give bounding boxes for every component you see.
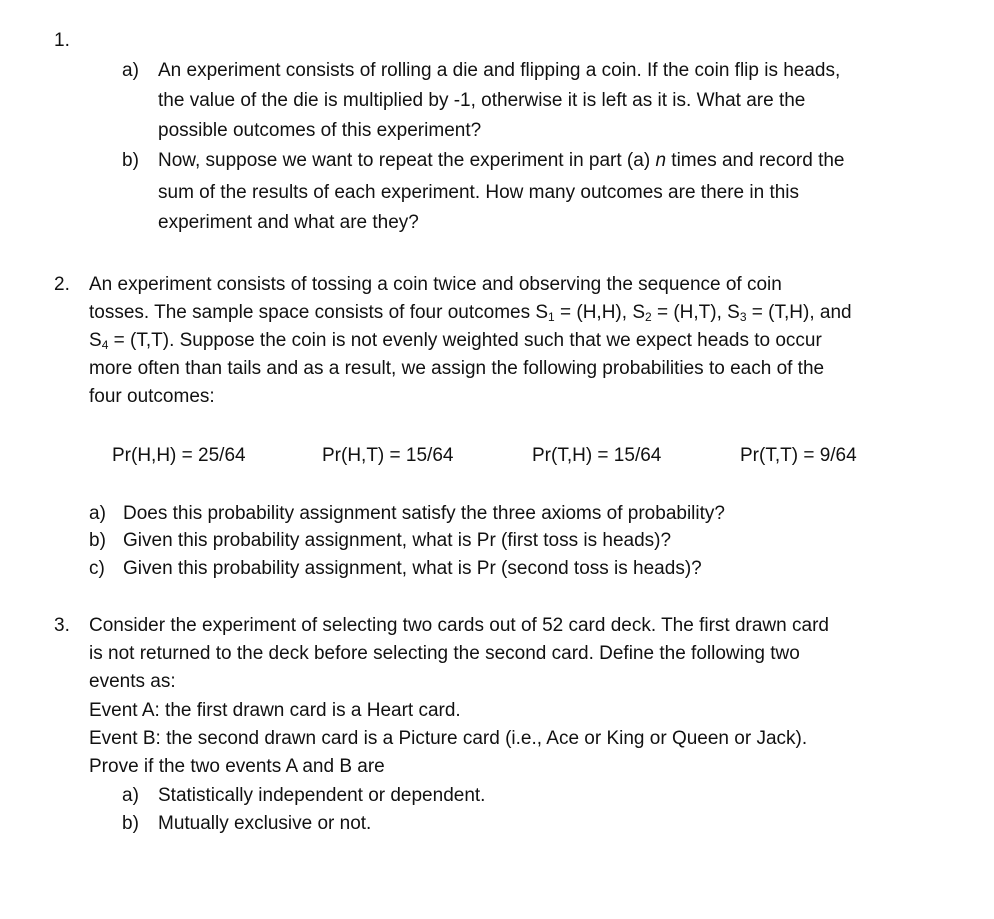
q2c-label: c) xyxy=(89,558,105,579)
q2c-text: Given this probability assignment, what is Pr (second toss is heads)? xyxy=(123,558,702,579)
q1a-line-2: the value of the die is multiplied by -1, otherwise it is left as it is. What are the xyxy=(158,90,806,111)
q2a-label: a) xyxy=(89,503,106,524)
q3-line-4: Event A: the first drawn card is a Heart card. xyxy=(89,700,461,721)
q3-line-2: is not returned to the deck before selecting the second card. Define the following two xyxy=(89,643,800,664)
q3-line-1: Consider the experiment of selecting two cards out of 52 card deck. The first drawn card xyxy=(89,615,829,636)
q2b-text: Given this probability assignment, what is Pr (first toss is heads)? xyxy=(123,530,672,551)
q3b-label: b) xyxy=(122,813,139,834)
q1a-line-3: possible outcomes of this experiment? xyxy=(158,120,482,141)
q2b-label: b) xyxy=(89,530,106,551)
q3b-text: Mutually exclusive or not. xyxy=(158,813,372,834)
q3-line-5: Event B: the second drawn card is a Picture card (i.e., Ace or King or Queen or Jack). xyxy=(89,728,808,749)
probability-tt: Pr(T,T) = 9/64 xyxy=(740,445,857,466)
q1a-line-1: An experiment consists of rolling a die and flipping a coin. If the coin flip is heads, xyxy=(158,60,841,81)
q2a-text: Does this probability assignment satisfy the three axioms of probability? xyxy=(123,503,725,524)
q2-intro-line-5: four outcomes: xyxy=(89,386,215,407)
q3a-text: Statistically independent or dependent. xyxy=(158,785,486,806)
question-1-number: 1. xyxy=(54,30,70,51)
q3a-label: a) xyxy=(122,785,139,806)
q2-intro-line-4: more often than tails and as a result, we assign the following probabilities to each of the xyxy=(89,358,825,379)
q3-line-3: events as: xyxy=(89,671,176,692)
probability-ht: Pr(H,T) = 15/64 xyxy=(322,445,454,466)
q1b-label: b) xyxy=(122,150,139,171)
probability-hh: Pr(H,H) = 25/64 xyxy=(112,445,246,466)
q2-intro-line-2: tosses. The sample space consists of four outcomes $S_1 = (H,H)$, $S_2 = (H,T)$, $S_3 = (T,H)$, and xyxy=(89,302,852,324)
question-2-number: 2. xyxy=(54,274,70,295)
question-3-number: 3. xyxy=(54,615,70,636)
variable-n: n xyxy=(655,150,667,171)
q1a-label: a) xyxy=(122,60,139,81)
probability-th: Pr(T,H) = 15/64 xyxy=(532,445,662,466)
q1b-line-1: Now, suppose we want to repeat the experiment in part (a) n times and record the xyxy=(158,150,845,171)
q2-intro-line-3: $S_4 = (T,T)$. Suppose the coin is not evenly weighted such that we expect heads to occur xyxy=(89,330,822,352)
q1b-line-2: sum of the results of each experiment. How many outcomes are there in this xyxy=(158,182,800,203)
q1b-line-3: experiment and what are they? xyxy=(158,212,419,233)
q3-line-6: Prove if the two events A and B are xyxy=(89,756,385,777)
q2-intro-line-1: An experiment consists of tossing a coin twice and observing the sequence of coin xyxy=(89,274,782,295)
